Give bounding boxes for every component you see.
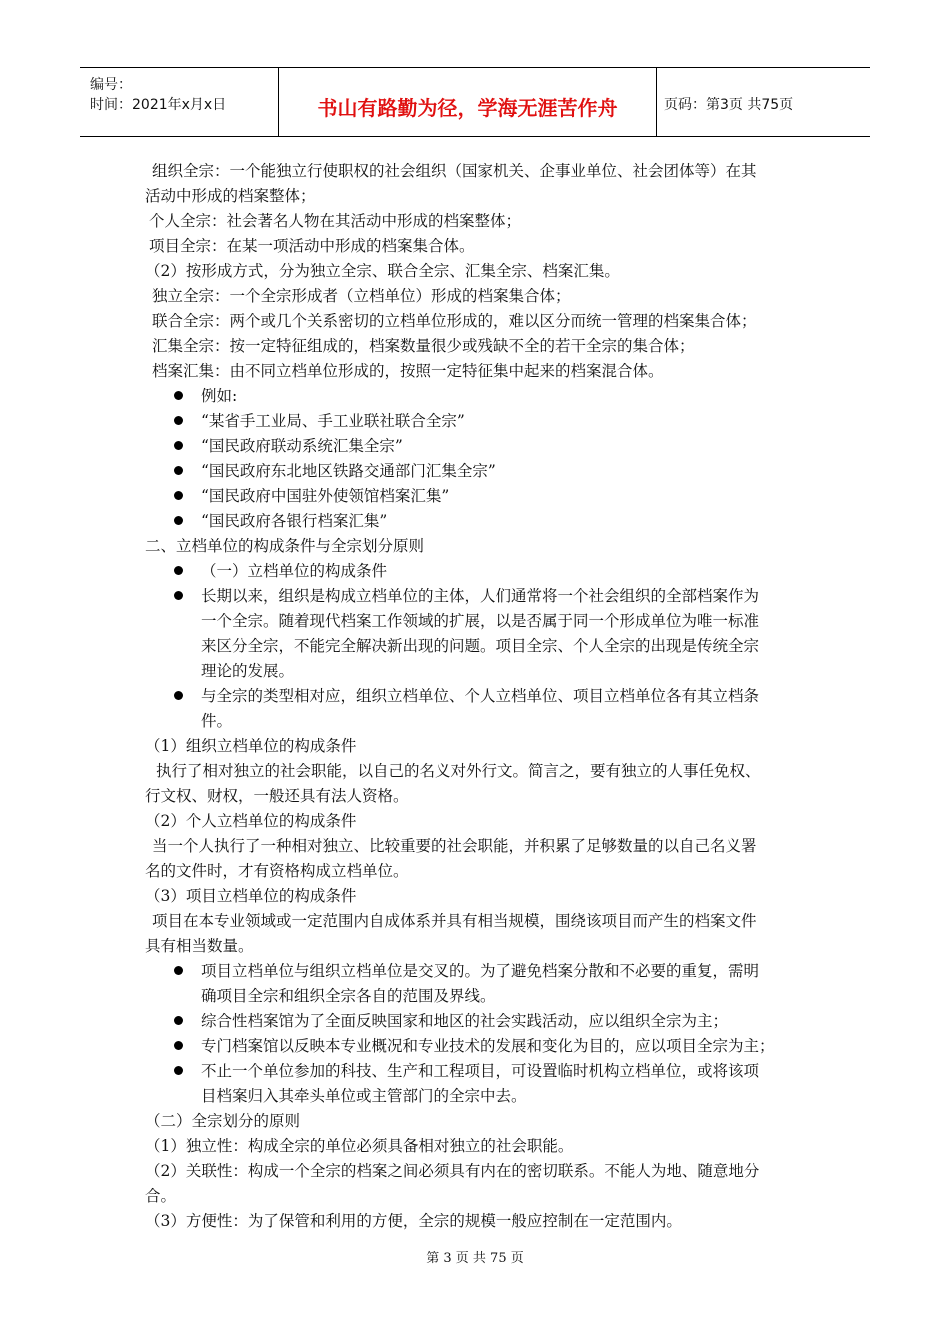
section-heading: 二、立档单位的构成条件与全宗划分原则 [145,537,425,555]
text-line: 项目全宗：在某一项活动中形成的档案集合体。 [149,237,475,255]
text-line: （3）方便性：为了保管和利用的方便，全宗的规模一般应控制在一定范围内。 [145,1212,682,1230]
bullet-icon [174,566,183,575]
list-item-continuation: 来区分全宗，不能完全解决新出现的问题。项目全宗、个人全宗的出现是传统全宗 [201,637,760,655]
subsection-heading: （2）个人立档单位的构成条件 [145,812,357,830]
bullet-icon [174,1016,183,1025]
text-line: 执行了相对独立的社会职能，以自己的名义对外行文。简言之，要有独立的人事任免权、 [156,762,761,780]
text-line: 项目在本专业领域或一定范围内自成体系并具有相当规模，围绕该项目而产生的档案文件 [152,912,757,930]
list-item: 专门档案馆以反映本专业概况和专业技术的发展和变化为目的，应以项目全宗为主； [201,1037,775,1055]
text-line: 组织全宗：一个能独立行使职权的社会组织（国家机关、企事业单位、社会团体等）在其 [152,162,757,180]
list-item-continuation: 一个全宗。随着现代档案工作领域的扩展，以是否属于同一个形成单位为唯一标准 [201,612,760,630]
list-item: 例如: [201,387,238,405]
page-header [80,67,870,137]
document-number-label: 编号： [90,77,132,93]
text-line: 档案汇集：由不同立档单位形成的，按照一定特征集中起来的档案混合体。 [152,362,664,380]
list-item: 项目立档单位与组织立档单位是交叉的。为了避免档案分散和不必要的重复，需明 [201,962,760,980]
header-motto-cell [279,68,657,136]
bullet-icon [174,1041,183,1050]
list-item: 不止一个单位参加的科技、生产和工程项目，可设置临时机构立档单位，或将该项 [201,1062,760,1080]
text-line: 具有相当数量。 [145,937,254,955]
text-line: （2）关联性：构成一个全宗的档案之间必须具有内在的密切联系。不能人为地、随意地分 [145,1162,760,1180]
bullet-icon [174,441,183,450]
bullet-icon [174,416,183,425]
header-motto: 书山有路勤为径，学海无涯苦作舟 [317,96,618,120]
bullet-icon [174,691,183,700]
list-item-continuation: 目档案归入其牵头单位或主管部门的全宗中去。 [201,1087,527,1105]
header-page-info: 页码：第3页 共75页 [664,97,794,113]
bullet-icon [174,466,183,475]
text-line: （2）按形成方式，分为独立全宗、联合全宗、汇集全宗、档案汇集。 [145,262,620,280]
header-meta [80,68,279,136]
list-item: 与全宗的类型相对应，组织立档单位、个人立档单位、项目立档单位各有其立档条 [201,687,760,705]
list-item-continuation: 确项目全宗和组织全宗各自的范围及界线。 [201,987,496,1005]
list-item: “国民政府中国驻外使领馆档案汇集” [201,487,450,505]
list-item-continuation: 件。 [201,712,233,730]
text-line: 个人全宗：社会著名人物在其活动中形成的档案整体； [149,212,522,230]
list-item: “国民政府联动系统汇集全宗” [201,437,403,455]
text-line: 独立全宗：一个全宗形成者（立档单位）形成的档案集合体； [152,287,571,305]
text-line: （1）独立性：构成全宗的单位必须具备相对独立的社会职能。 [145,1137,574,1155]
list-item: “某省手工业局、手工业联社联合全宗” [201,412,465,430]
text-line: 当一个人执行了一种相对独立、比较重要的社会职能，并积累了足够数量的以自己名义署 [152,837,757,855]
bullet-icon [174,966,183,975]
text-line: 活动中形成的档案整体； [145,187,316,205]
subsection-heading: （1）组织立档单位的构成条件 [145,737,357,755]
list-item: （一）立档单位的构成条件 [201,562,388,580]
subsection-heading: （二）全宗划分的原则 [145,1112,301,1130]
bullet-icon [174,491,183,500]
bullet-icon [174,516,183,525]
text-line: 名的文件时，才有资格构成立档单位。 [145,862,409,880]
text-line: 合。 [145,1187,177,1205]
list-item-continuation: 理论的发展。 [201,662,295,680]
bullet-icon [174,591,183,600]
subsection-heading: （3）项目立档单位的构成条件 [145,887,357,905]
list-item: “国民政府东北地区铁路交通部门汇集全宗” [201,462,496,480]
text-line: 行文权、财权，一般还具有法人资格。 [145,787,409,805]
page-footer: 第 3 页 共 75 页 [426,1251,524,1266]
bullet-icon [174,391,183,400]
list-item: 综合性档案馆为了全面反映国家和地区的社会实践活动，应以组织全宗为主； [201,1012,729,1030]
list-item: 长期以来，组织是构成立档单位的主体，人们通常将一个社会组织的全部档案作为 [201,587,760,605]
text-line: 汇集全宗：按一定特征组成的，档案数量很少或残缺不全的若干全宗的集合体； [152,337,695,355]
list-item: “国民政府各银行档案汇集” [201,512,388,530]
bullet-icon [174,1066,183,1075]
text-line: 联合全宗：两个或几个关系密切的立档单位形成的，难以区分而统一管理的档案集合体； [152,312,757,330]
document-date: 时间：2021年x月x日 [90,97,227,113]
